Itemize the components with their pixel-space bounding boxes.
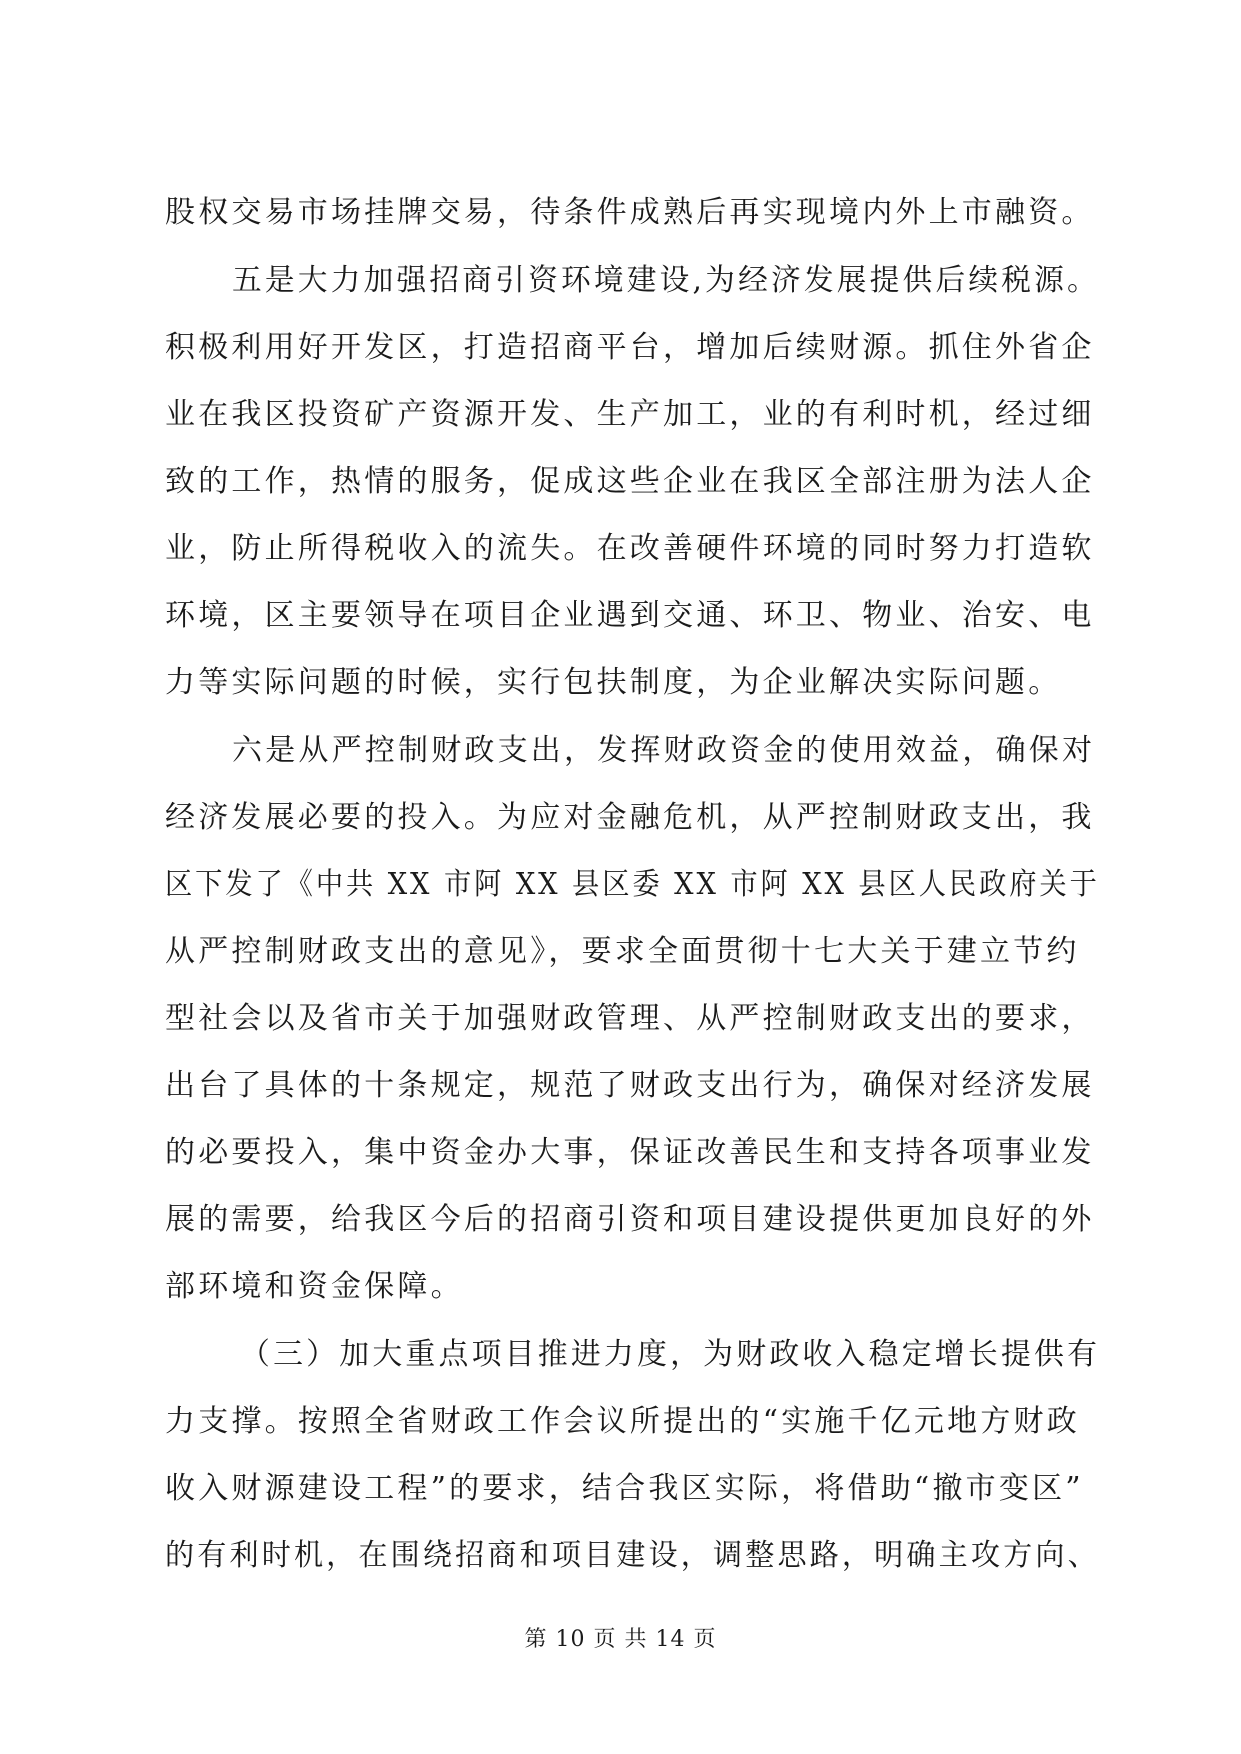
text-line: 业，防止所得税收入的流失。在改善硬件环境的同时努力打造软 xyxy=(165,531,1095,566)
text-line: 股权交易市场挂牌交易，待条件成熟后再实现境内外上市融资。 xyxy=(165,195,1095,230)
text-line: 出台了具体的十条规定，规范了财政支出行为，确保对经济发展 xyxy=(165,1068,1095,1103)
text-line: 部环境和资金保障。 xyxy=(165,1269,464,1304)
text-line: 型社会以及省市关于加强财政管理、从严控制财政支出的要求， xyxy=(165,1001,1095,1036)
text-line: 环境，区主要领导在项目企业遇到交通、环卫、物业、治安、电 xyxy=(165,598,1095,633)
section-heading-line: （三）加大重点项目推进力度，为财政收入稳定增长提供有 xyxy=(240,1337,1101,1372)
text-line: 致的工作，热情的服务，促成这些企业在我区全部注册为法人企 xyxy=(165,464,1095,499)
text-line: 区下发了《中共 XX 市阿 XX 县区委 XX 市阿 XX 县区人民政府关于 xyxy=(165,867,1100,902)
paragraph-line: 五是大力加强招商引资环境建设,为经济发展提供后续税源。 xyxy=(232,263,1100,298)
text-line: 经济发展必要的投入。为应对金融危机，从严控制财政支出，我 xyxy=(165,800,1095,835)
text-line: 力等实际问题的时候，实行包扶制度，为企业解决实际问题。 xyxy=(165,665,1062,700)
text-line: 的有利时机，在围绕招商和项目建设，调整思路，明确主攻方向、 xyxy=(165,1538,1100,1573)
paragraph-line: 六是从严控制财政支出，发挥财政资金的使用效益，确保对 xyxy=(232,733,1096,768)
text-line: 力支撑。按照全省财政工作会议所提出的“实施千亿元地方财政 xyxy=(165,1404,1080,1439)
text-line: 的必要投入，集中资金办大事，保证改善民生和支持各项事业发 xyxy=(165,1135,1095,1170)
text-line: 从严控制财政支出的意见》，要求全面贯彻十七大关于建立节约 xyxy=(165,934,1080,969)
text-line: 积极利用好开发区，打造招商平台，增加后续财源。抓住外省企 xyxy=(165,330,1095,365)
text-line: 展的需要，给我区今后的招商引资和项目建设提供更加良好的外 xyxy=(165,1202,1095,1237)
page-footer: 第 10 页 共 14 页 xyxy=(524,1627,717,1652)
text-line: 收入财源建设工程”的要求，结合我区实际，将借助“撤市变区” xyxy=(165,1471,1084,1506)
text-line: 业在我区投资矿产资源开发、生产加工，业的有利时机，经过细 xyxy=(165,397,1095,432)
